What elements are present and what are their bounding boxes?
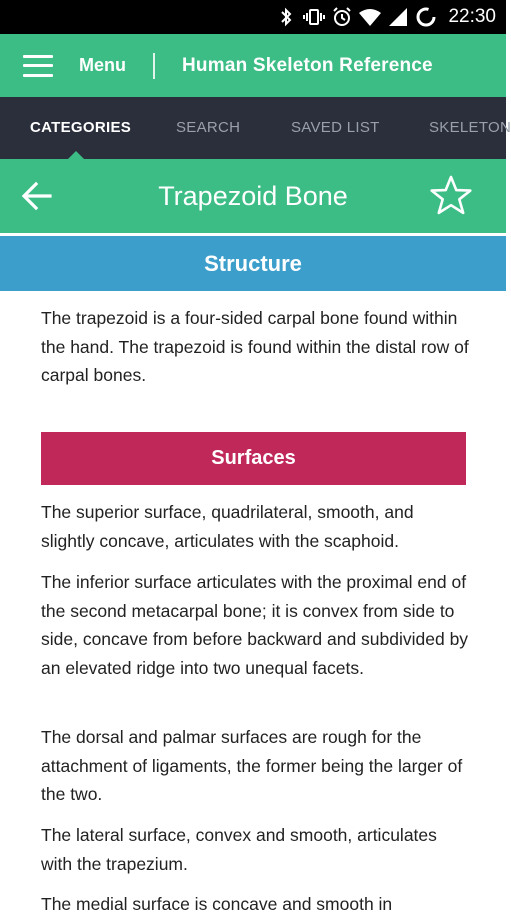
app-bar: [0, 34, 506, 97]
surface-paragraph: The superior surface, quadrilateral, smooth, and slightly concave, articulates with the scaphoid.: [41, 502, 414, 551]
signal-icon: [388, 7, 408, 27]
title-bar: [0, 159, 506, 233]
section-header-structure: Structure: [0, 236, 506, 291]
bluetooth-icon: [276, 7, 296, 27]
hamburger-icon[interactable]: [23, 55, 53, 77]
arrow-left-icon[interactable]: [20, 179, 54, 213]
surface-paragraph: The inferior surface articulates with the proximal end of the second metacarpal bone; it is convex from side to side, concave from before backward and subdivided by an elevated ridge into two unequal facets.: [41, 572, 469, 678]
section-header-surfaces: Surfaces: [41, 432, 466, 485]
tab-skeleton[interactable]: SKELETON: [429, 119, 511, 136]
page-title: Trapezoid Bone: [158, 181, 348, 211]
surface-paragraph: The dorsal and palmar surfaces are rough for the attachment of ligaments, the former being the larger of the two.: [41, 727, 463, 804]
wifi-icon: [360, 7, 380, 27]
tab-bar: [0, 97, 511, 159]
menu-label[interactable]: Menu: [79, 55, 126, 75]
tab-saved-list[interactable]: SAVED LIST: [291, 119, 380, 136]
active-tab-indicator: [68, 151, 84, 159]
vibrate-icon: [304, 7, 324, 27]
tab-search[interactable]: SEARCH: [176, 119, 241, 136]
status-bar: [0, 0, 506, 34]
sync-icon: [416, 7, 436, 27]
app-bar-divider: [153, 53, 155, 79]
tab-categories[interactable]: CATEGORIES: [30, 119, 132, 136]
surface-paragraph: The medial surface is concave and smooth in: [41, 894, 393, 914]
star-outline-icon[interactable]: [428, 173, 474, 219]
status-time: 22:30: [448, 6, 496, 27]
alarm-icon: [332, 7, 352, 27]
structure-text: The trapezoid is a four-sided carpal bone found within the hand. The trapezoid is found within the distal row of carpal bones.: [41, 308, 469, 385]
app-title: Human Skeleton Reference: [182, 54, 433, 76]
surface-paragraph: The lateral surface, convex and smooth, articulates with the trapezium.: [41, 825, 437, 874]
